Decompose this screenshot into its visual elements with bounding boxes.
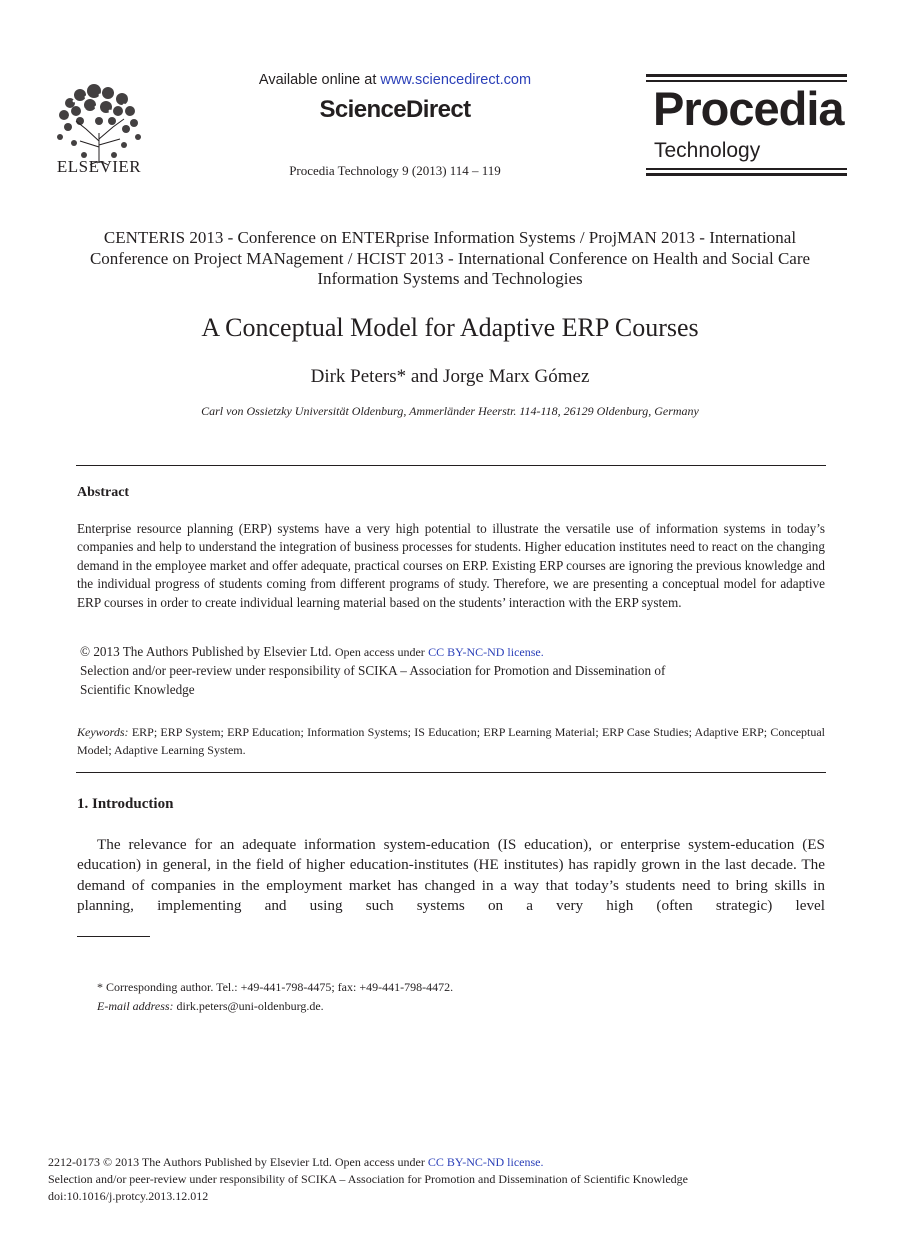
license-block: [80, 643, 820, 699]
keywords-text: ERP; ERP System; ERP Education; Information Systems; IS Education; ERP Learning Material; ERP Case Studies; Adaptive ERP; Conceptual Model; Adaptive Learning System.: [77, 725, 826, 757]
logo-top-bar: [646, 74, 847, 77]
bottom-license-link[interactable]: CC BY-NC-ND license.: [427, 1155, 544, 1169]
selection-line-2: Scientific Knowledge: [80, 681, 195, 697]
procedia-subtitle: Technology: [654, 139, 761, 162]
procedia-technology-logo: [646, 74, 847, 176]
selection-line-1: Selection and/or peer-review under responsibility of SCIKA – Association for Promotion and Dissemination of: [80, 662, 666, 678]
doi-line: doi:10.1016/j.protcy.2013.12.012: [48, 1188, 209, 1203]
corresponding-author-note: * Corresponding author. Tel.: +49-441-798-4475; fax: +49-441-798-4472.: [97, 980, 454, 994]
paper-title: A Conceptual Model for Adaptive ERP Courses: [201, 313, 699, 342]
sciencedirect-logo: ScienceDirect: [319, 96, 471, 123]
abstract-text: Enterprise resource planning (ERP) systems have a very high potential to illustrate the versatile use of information systems in today’s companies and help to understand the integration of business processes for students. Higher education institutes need to react on the changing demand in the employee market and offer adequate, practical courses on ERP. Existing ERP courses are ignoring the previous knowledge and the individual progress of students coming from different programs of study. Therefore, we are presenting a conceptual model for adaptive ERP courses in order to create individual learning material based on the students’ interaction with the ERP system.: [77, 521, 825, 610]
available-online-line: [240, 72, 550, 88]
footnote-block: [97, 978, 797, 1015]
sciencedirect-url-link[interactable]: www.sciencedirect.com: [380, 72, 532, 88]
email-line: [97, 997, 797, 1016]
available-online-prefix: Available online at: [258, 72, 381, 88]
keywords-block: [77, 724, 825, 759]
procedia-title: Procedia: [653, 82, 844, 135]
keywords-label: Keywords:: [77, 725, 129, 739]
author-affiliation: Carl von Ossietzky Universität Oldenburg, Ammerländer Heerstr. 114-118, 26129 Oldenburg, Germany: [201, 404, 699, 418]
bottom-selection-line: Selection and/or peer-review under responsibility of SCIKA – Association for Promotion and Dissemination of Scientific Knowledge: [48, 1171, 688, 1186]
elsevier-wordmark: ELSEVIER: [56, 157, 142, 176]
paper-authors: Dirk Peters* and Jorge Marx Gómez: [310, 366, 590, 387]
abstract-bottom-rule: [76, 772, 826, 773]
introduction-text: The relevance for an adequate information system-education (IS education), or enterprise system-education (ES education) in general, in the field of higher education-institutes (HE institutes) has rapidly grown in the last decade. The demand of companies in the employment market has changed in a way that today’s students need to bring skills in planning, implementing and using such systems on a very high (often strategic) level: [77, 836, 825, 914]
logo-bottom-thin-bar: [646, 168, 847, 170]
email-address: dirk.peters@uni-oldenburg.de.: [176, 998, 324, 1013]
issn-copyright-text: 2212-0173 © 2013 The Authors Published by Elsevier Ltd. Open access under: [48, 1155, 425, 1169]
open-access-text: Open access under: [334, 645, 425, 659]
email-label: E-mail address:: [97, 998, 174, 1013]
abstract-heading: Abstract: [77, 485, 130, 500]
copyright-line: [80, 643, 820, 662]
copyright-text: © 2013 The Authors Published by Elsevier Ltd.: [80, 644, 332, 659]
conference-name: CENTERIS 2013 - Conference on ENTERprise Information Systems / ProjMAN 2013 - International Conference on Project MANagement / HCIST 2013 - International Conference on Health and Social Care Information Systems and Technologies: [89, 228, 811, 288]
logo-bottom-bar: [646, 173, 847, 176]
journal-citation: Procedia Technology 9 (2013) 114 – 119: [289, 163, 501, 178]
license-link[interactable]: CC BY-NC-ND license.: [428, 645, 544, 659]
abstract-top-rule: [76, 465, 826, 466]
footnote-rule: [77, 936, 150, 937]
issn-line: [48, 1154, 868, 1171]
bottom-matter: [48, 1154, 868, 1204]
introduction-heading: 1. Introduction: [77, 796, 174, 812]
